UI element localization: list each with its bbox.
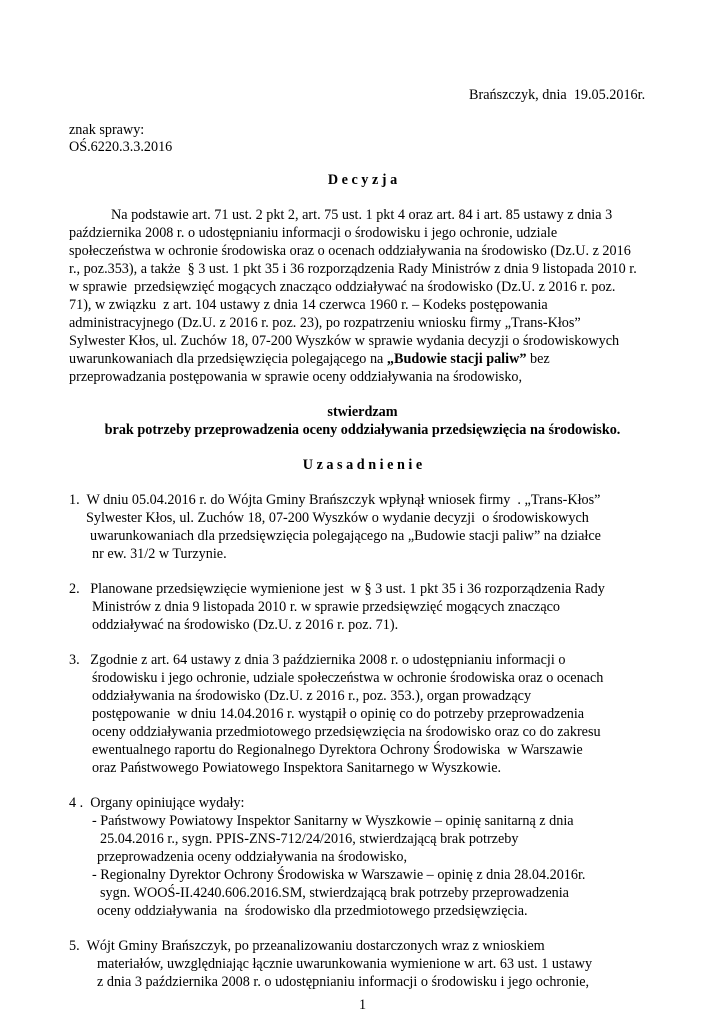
point-line: 25.04.2016 r., sygn. PPIS-ZNS-712/24/2016, stwierdzającą brak potrzeby (100, 831, 519, 847)
intro-line: w sprawie przedsięwzięć mogących znacząco oddziaływać na środowisko (Dz.U. z 2016 r. poz. (69, 279, 616, 295)
point-line: postępowanie w dniu 14.04.2016 r. wystąpił o opinię co do potrzeby przeprowadzenia (92, 706, 585, 722)
intro-line-project (69, 350, 550, 368)
intro-line: administracyjnego (Dz.U. z 2016 r. poz. 23), po rozpatrzeniu wniosku firmy „Trans-Kłos” (69, 315, 581, 331)
case-label: znak sprawy: (69, 122, 145, 138)
point-line: 5. Wójt Gminy Brańszczyk, po przeanalizowaniu dostarczonych wraz z wnioskiem (69, 938, 545, 954)
point-line: 3. Zgodnie z art. 64 ustawy z dnia 3 października 2008 r. o udostępnianiu informacji o (69, 652, 566, 668)
point-line: oddziaływać na środowisko (Dz.U. z 2016 r. poz. 71). (92, 617, 399, 633)
page-number: 1 (358, 997, 367, 1013)
intro-line: października 2008 r. o udostępnianiu informacji o środowisku i jego ochronie, udziale (69, 225, 558, 241)
point-line: ewentualnego raportu do Regionalnego Dyrektora Ochrony Środowiska w Warszawie (92, 742, 583, 758)
ruling-text: brak potrzeby przeprowadzenia oceny oddziaływania przedsięwzięcia na środowisko. (104, 422, 621, 438)
point-line: oceny oddziaływania na środowisko dla przedmiotowego przedsięwzięcia. (97, 903, 528, 919)
point-line: oddziaływania na środowisko (Dz.U. z 2016 r., poz. 353.), organ prowadzący (92, 688, 532, 704)
project-name: „Budowie stacji paliw” (386, 351, 527, 367)
point-line: środowisku i jego ochronie, udziale społeczeństwa w ochronie środowiska oraz o ocenach (92, 670, 604, 686)
point-line: oceny oddziaływania przedmiotowego przedsięwzięcia na środowisko oraz co do zakresu (92, 724, 601, 740)
point-line: Ministrów z dnia 9 listopada 2010 r. w sprawie przedsięwzięć mogących znacząco (92, 599, 561, 615)
point-line: materiałów, uwzględniając łącznie uwarunkowania wymienione w art. 63 ust. 1 ustawy (97, 956, 593, 972)
intro-line: Na podstawie art. 71 ust. 2 pkt 2, art. 75 ust. 1 pkt 4 oraz art. 84 i art. 85 ustawy z dnia 3 (111, 207, 613, 223)
place-and-date: Brańszczyk, dnia 19.05.2016r. (469, 87, 646, 103)
ruling-verb: stwierdzam (327, 404, 398, 420)
point-line: 2. Planowane przedsięwzięcie wymienione jest w § 3 ust. 1 pkt 35 i 36 rozporządzenia Rady (69, 581, 605, 597)
point-line: 1. W dniu 05.04.2016 r. do Wójta Gminy Brańszczyk wpłynął wniosek firmy . „Trans-Kłos” (69, 492, 601, 508)
justification-title: U z a s a d n i e n i e (302, 457, 423, 473)
case-number: OŚ.6220.3.3.2016 (69, 139, 173, 155)
point-line: sygn. WOOŚ-II.4240.606.2016.SM, stwierdzającą brak potrzeby przeprowadzenia (100, 885, 569, 901)
point-line: - Regionalny Dyrektor Ochrony Środowiska w Warszawie – opinię z dnia 28.04.2016r. (92, 867, 586, 883)
intro-line: przeprowadzania postępowania w sprawie oceny oddziaływania na środowisko, (69, 369, 523, 385)
point-line: Sylwester Kłos, ul. Zuchów 18, 07-200 Wyszków o wydanie decyzji o środowiskowych (86, 510, 589, 526)
point-line: przeprowadzenia oceny oddziaływania na środowisko, (97, 849, 408, 865)
intro-line: 71), w związku z art. 104 ustawy z dnia 14 czerwca 1960 r. – Kodeks postępowania (69, 297, 548, 313)
point-line: - Państwowy Powiatowy Inspektor Sanitarny w Wyszkowie – opinię sanitarną z dnia (92, 813, 574, 829)
intro-text: uwarunkowaniach dla przedsięwzięcia polegającego na (69, 351, 387, 367)
point-line: z dnia 3 października 2008 r. o udostępnianiu informacji o środowisku i jego ochronie, (97, 974, 590, 990)
decision-title: D e c y z j a (327, 172, 398, 188)
intro-line: r., poz.353), a także § 3 ust. 1 pkt 35 i 36 rozporządzenia Rady Ministrów z dnia 9 listopada 2010 r. (69, 261, 637, 277)
intro-line: społeczeństwa w ochronie środowiska oraz o ocenach oddziaływania na środowisko (Dz.U. z 2016 (69, 243, 631, 259)
intro-line: Sylwester Kłos, ul. Zuchów 18, 07-200 Wyszków w sprawie wydania decyzji o środowiskowych (69, 333, 620, 349)
point-line: oraz Państwowego Powiatowego Inspektora Sanitarnego w Wyszkowie. (92, 760, 502, 776)
point-line: 4 . Organy opiniujące wydały: (69, 795, 245, 811)
point-line: nr ew. 31/2 w Turzynie. (92, 546, 227, 562)
intro-text: bez (526, 351, 550, 367)
point-line: uwarunkowaniach dla przedsięwzięcia polegającego na „Budowie stacji paliw” na działce (90, 528, 601, 544)
